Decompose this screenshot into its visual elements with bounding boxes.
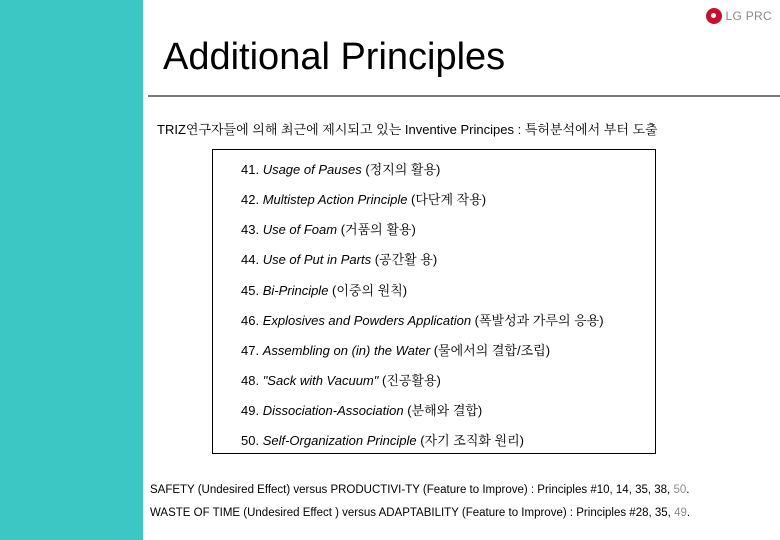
note-safety: SAFETY (Undesired Effect) versus PRODUCTIVI-TY (Feature to Improve) : Principles #10, 14, 35, 38, 50.: [150, 484, 690, 496]
principle-item: 48. "Sack with Vacuum" (진공활용): [241, 373, 441, 388]
lg-logo-icon: [706, 8, 722, 24]
page-title: Additional Principles: [163, 36, 506, 78]
principles-box: [212, 149, 656, 454]
note-waste-of-time: WASTE OF TIME (Undesired Effect ) versus ADAPTABILITY (Feature to Improve) : Principles #28, 35, 49.: [150, 507, 691, 519]
brand-logo: [706, 6, 772, 26]
intro-text: TRIZ연구자들에 의해 최근에 제시되고 있는 Inventive Principes : 특허분석에서 부터 도출: [157, 122, 658, 137]
principle-item: 47. Assembling on (in) the Water (물에서의 결합/조립): [241, 343, 551, 358]
principle-item: 43. Use of Foam (거품의 활용): [241, 222, 416, 237]
principle-item: 46. Explosives and Powders Application (폭발성과 가루의 응용): [241, 313, 604, 328]
sidebar-band: [0, 0, 143, 540]
title-divider: [148, 95, 780, 97]
brand-name: LG PRC: [725, 9, 772, 23]
principle-item: 42. Multistep Action Principle (다단계 작용): [241, 192, 487, 207]
principle-item: 45. Bi-Principle (이중의 원칙): [241, 283, 408, 298]
principle-item: 50. Self-Organization Principle (자기 조직화 원리): [241, 433, 524, 448]
principle-item: 49. Dissociation-Association (분해와 결합): [241, 403, 483, 418]
principle-item: 44. Use of Put in Parts (공간활 용): [241, 252, 438, 267]
principle-item: 41. Usage of Pauses (정지의 활용): [241, 162, 441, 177]
